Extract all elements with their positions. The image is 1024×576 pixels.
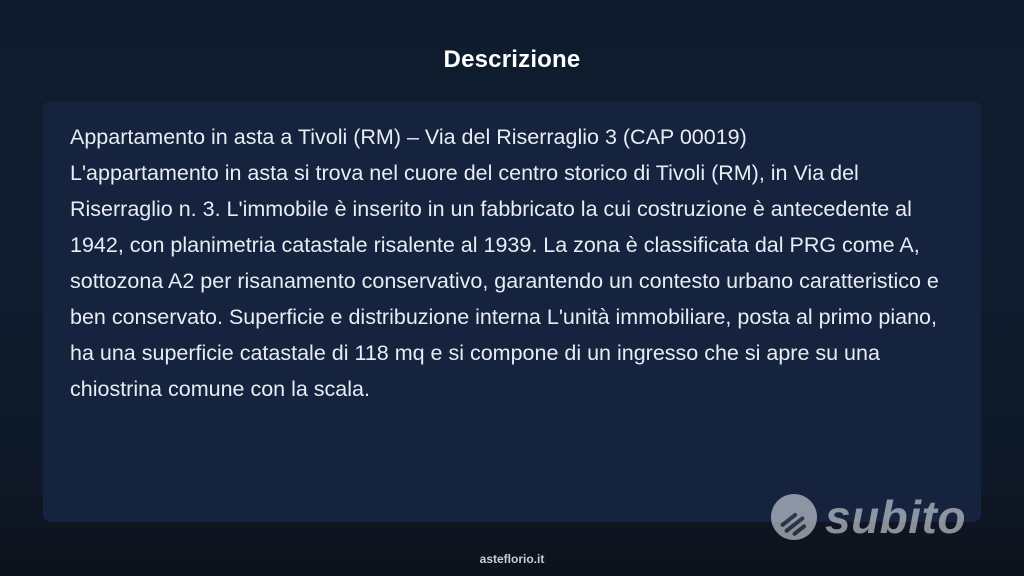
subito-logo-icon (771, 494, 817, 540)
subito-logo-text: subito (825, 491, 966, 543)
section-title: Descrizione (443, 46, 581, 73)
description-card (43, 101, 981, 522)
footer-source: asteflorio.it (479, 552, 545, 566)
description-text: Appartamento in asta a Tivoli (RM) – Via del Riserraglio 3 (CAP 00019) L'appartamento in asta si trova nel cuore del centro storico di Tivoli (RM), in Via del Riserraglio n. 3. L'immobile è inserito in un fabbricato la cui costruzione è antecedente al 1942, con planimetria catastale risalente al 1939. La zona è classificata dal PRG come A, sottozona A2 per risanamento conservativo, garantendo un contesto urbano caratteristico e ben conservato. Superficie e distribuzione interna L'unità immobiliare, posta al primo piano, ha una superficie catastale di 118 mq e si compone di un ingresso che si apre su una chiostrina comune con la scala. (70, 125, 939, 401)
subito-watermark (771, 489, 966, 545)
